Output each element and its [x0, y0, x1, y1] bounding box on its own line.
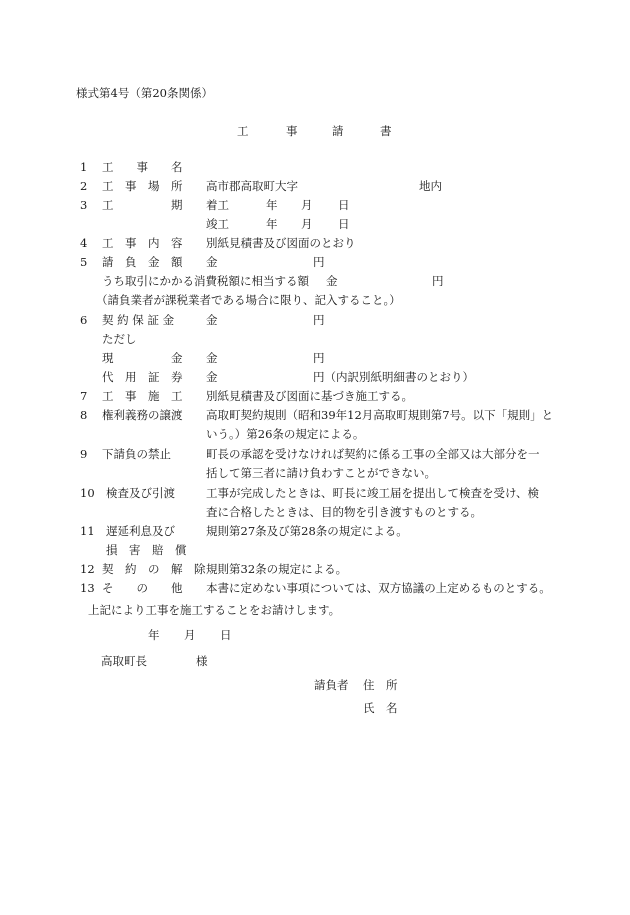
year-unit: 年 [266, 198, 278, 212]
item-number: 12 [80, 562, 95, 576]
item-value-line: いう。）第26条の規定による。 [206, 427, 365, 441]
item-label: 工 事 場 所 [102, 179, 183, 193]
item-number: 4 [80, 236, 88, 250]
en-unit: 円 [313, 255, 325, 269]
item-number: 11 [80, 524, 95, 538]
item-label: 損 害 賠 償 [106, 543, 187, 557]
en-unit: 円（内訳別紙明細書のとおり） [313, 370, 474, 384]
date-month: 月 [184, 628, 196, 642]
item-value: 本書に定めない事項については、双方協議の上定めるものとする。 [206, 581, 551, 595]
item-label: 工 事 内 容 [102, 236, 183, 250]
item-label: 検査及び引渡 [106, 486, 175, 500]
cash-label: 現 金 [102, 351, 183, 365]
item-number: 6 [80, 313, 88, 327]
item-number: 7 [80, 389, 88, 403]
closing-sentence: 上記により工事を施工することをお請けします。 [88, 603, 341, 617]
item-label: 工 期 [102, 198, 183, 212]
item-value-line: 括して第三者に請け負わすことができない。 [206, 466, 436, 480]
item-value: 別紙見積書及び図面のとおり [206, 236, 356, 250]
item-value: 規則第32条の規定による。 [206, 562, 348, 576]
item-number: 8 [80, 408, 88, 422]
start-label: 着工 [206, 198, 229, 212]
title-char: 工 [237, 124, 249, 138]
year-unit: 年 [266, 217, 278, 231]
item-number: 10 [80, 486, 95, 500]
contractor-role: 請負者 [314, 678, 349, 692]
item-value-line: 査に合格したときは、目的物を引き渡すものとする。 [206, 505, 482, 519]
item-label: 契 約 の 解 除 [102, 562, 206, 576]
item-value-line: 工事が完成したときは、町長に竣工届を提出して検査を受け、検 [206, 486, 540, 500]
item-value: 別紙見積書及び図面に基づき施工する。 [206, 389, 413, 403]
securities-label: 代 用 証 券 [102, 370, 183, 384]
item-suffix: 地内 [419, 179, 442, 193]
title-char: 書 [380, 124, 392, 138]
item-number: 3 [80, 198, 88, 212]
en-unit: 円 [313, 313, 325, 327]
en-unit: 円 [313, 351, 325, 365]
tadashi-label: ただし [102, 332, 137, 346]
item-number: 2 [80, 179, 88, 193]
day-unit: 日 [338, 217, 350, 231]
item-label: 遅延利息及び [106, 524, 175, 538]
date-day: 日 [220, 628, 232, 642]
day-unit: 日 [338, 198, 350, 212]
kin-label: 金 [206, 351, 218, 365]
name-label: 氏 名 [363, 701, 398, 715]
item-label: 下請負の禁止 [102, 447, 171, 461]
item-number: 5 [80, 255, 88, 269]
item-value-line: 町長の承認を受けなければ契約に係る工事の全部又は大部分を一 [206, 447, 540, 461]
item-label: 権利義務の譲渡 [102, 408, 183, 422]
form-number: 様式第4号（第20条関係） [76, 86, 213, 100]
month-unit: 月 [301, 217, 313, 231]
addressee-honorific: 様 [196, 654, 208, 668]
address-label: 住 所 [363, 678, 398, 692]
kin-label: 金 [326, 274, 338, 288]
item-label: 工 事 施 工 [102, 389, 183, 403]
title-char: 事 [286, 124, 298, 138]
title-char: 請 [332, 124, 344, 138]
item-label: 工 事 名 [102, 160, 183, 174]
date-year: 年 [148, 628, 160, 642]
kin-label: 金 [206, 370, 218, 384]
item-number: 1 [80, 160, 88, 174]
item-label: そ の 他 [102, 581, 183, 595]
end-label: 竣工 [206, 217, 229, 231]
tax-line: うち取引にかかる消費税額に相当する額 [102, 274, 309, 288]
month-unit: 月 [301, 198, 313, 212]
item-number: 9 [80, 447, 88, 461]
item-value-line: 高取町契約規則（昭和39年12月高取町規則第7号。以下「規則」と [206, 408, 554, 422]
item-value: 規則第27条及び第28条の規定による。 [206, 524, 408, 538]
kin-label: 金 [206, 313, 218, 327]
kin-label: 金 [206, 255, 218, 269]
item-number: 13 [80, 581, 95, 595]
item-label: 請 負 金 額 [102, 255, 183, 269]
en-unit: 円 [432, 274, 444, 288]
tax-note: （請負業者が課税業者である場合に限り、記入すること。） [96, 293, 401, 307]
addressee-name: 高取町長 [101, 654, 147, 668]
item-label: 契 約 保 証 金 [102, 313, 175, 327]
item-value: 高市郡高取町大字 [206, 179, 298, 193]
